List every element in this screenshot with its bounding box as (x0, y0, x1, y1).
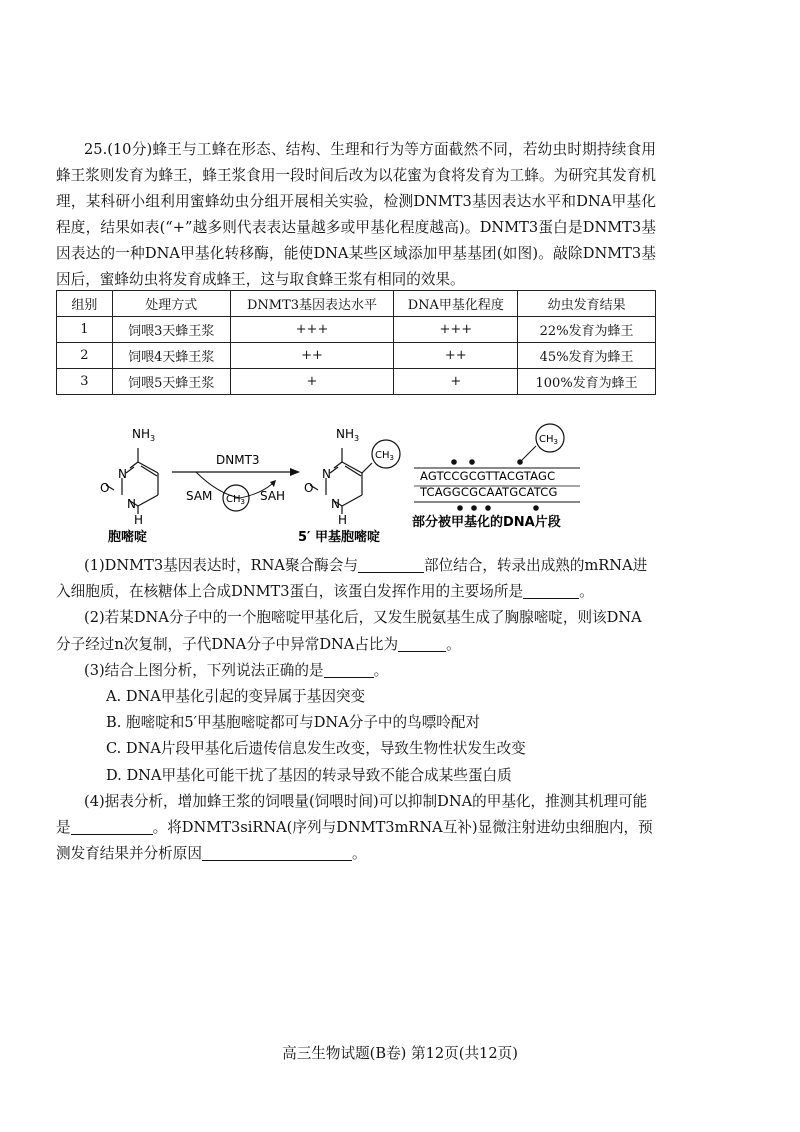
table-cell: + (394, 369, 518, 395)
atom-o-label: O (304, 481, 314, 495)
methylcytosine-caption: 5′ 甲基胞嘧啶 (298, 530, 380, 543)
table-header-cell: 处理方式 (112, 291, 230, 317)
methyl-dot (517, 459, 523, 465)
page-footer: 高三生物试题(B卷) 第12页(共12页) (282, 1045, 518, 1062)
table-row (57, 317, 656, 343)
table-cell: +++ (394, 317, 518, 343)
table-cell: 45%发育为蜂王 (518, 343, 656, 369)
answer-blank[interactable] (523, 582, 579, 599)
q1-text: 部位结合，转录出成熟的mRNA进入细胞质，在核糖体上合成DNMT3蛋白，该蛋白发挥作用的主要场所是 (56, 557, 648, 601)
enzyme-label: DNMT3 (216, 453, 260, 467)
atom-n-label: N (331, 497, 340, 511)
q2-text: (2)若某DNA分子中的一个胞嘧啶甲基化后，又发生脱氨基生成了胸腺嘧啶，则该DNA分子经过n次复制，子代DNA分子中异常DNA占比为 (56, 609, 642, 653)
dna-fragment-caption: 部分被甲基化的DNA片段 (412, 515, 561, 530)
table-cell: 饲喂3天蜂王浆 (112, 317, 230, 343)
methyl-dot (451, 459, 457, 465)
methyl-pointer-line (522, 446, 536, 460)
q3-text: (3)结合上图分析，下列说法正确的是 (84, 661, 324, 679)
question-number: 25.(10分) (84, 141, 153, 158)
methyl-dot (485, 505, 491, 511)
answer-blank[interactable] (202, 844, 352, 861)
table-cell: 2 (57, 343, 113, 369)
methylation-diagram (100, 418, 620, 543)
ch3-label: $CH_3$ (226, 494, 245, 506)
question-intro (56, 137, 656, 293)
arrow-head-icon (290, 468, 300, 476)
question-2 (56, 605, 656, 657)
table-cell: ++ (230, 343, 394, 369)
methylcytosine-structure (310, 448, 372, 514)
option-d: D. DNA甲基化可能干扰了基因的转录导致不能合成某些蛋白质 (106, 766, 512, 784)
q4-text: 。 (351, 845, 367, 863)
q2-text: 。 (446, 635, 461, 653)
methyl-dot (533, 505, 539, 511)
question-4 (56, 789, 656, 868)
table-header-row (57, 291, 656, 317)
answer-blank[interactable] (358, 556, 424, 573)
sah-label: SAH (260, 489, 286, 503)
nh3-label: $NH_3$ (132, 427, 156, 443)
dna-strand-top: AGTCCGCGTTACGTAGC (420, 469, 556, 483)
table-cell: + (230, 369, 394, 395)
atom-n-label: N (127, 497, 136, 511)
table-row (57, 343, 656, 369)
ch3-label: $CH_3$ (375, 450, 394, 462)
methyl-dot (471, 505, 477, 511)
methyl-dot (469, 459, 475, 465)
sub-questions (56, 553, 656, 867)
table-header-cell: 幼虫发育结果 (518, 291, 656, 317)
q4-text: (4)据表分析，增加蜂王浆的饲喂量(饲喂时间)可以抑制DNA的甲基化，推测其机理可能是 (56, 792, 648, 837)
table-cell: 100%发育为蜂王 (518, 369, 656, 395)
answer-blank[interactable] (71, 818, 153, 835)
table-header-cell: 组别 (57, 291, 113, 317)
nh3-label: $NH_3$ (336, 427, 360, 443)
table-cell: 3 (57, 369, 113, 395)
atom-h-label: H (338, 513, 348, 527)
cytosine-caption: 胞嘧啶 (108, 530, 148, 543)
option-b: B. 胞嘧啶和5′甲基胞嘧啶都可与DNA分子中的鸟嘌呤配对 (106, 714, 481, 732)
q1-text: (1)DNMT3基因表达时，RNA聚合酶会与 (84, 557, 358, 574)
methyl-dot (457, 505, 463, 511)
atom-o-label: O (100, 481, 110, 495)
table-cell: 1 (57, 317, 113, 343)
ch3-label: $CH_3$ (539, 434, 558, 446)
answer-blank[interactable] (324, 661, 374, 678)
atom-h-label: H (134, 513, 144, 527)
table-row (57, 369, 656, 395)
q4-text: 。将DNMT3siRNA(序列与DNMT3mRNA互补)显微注射进幼虫细胞内，预测发育结果并分析原因 (56, 819, 653, 863)
table-cell: 饲喂4天蜂王浆 (112, 343, 230, 369)
intro-text: 蜂王与工蜂在形态、结构、生理和行为等方面截然不同，若幼虫时期持续食用蜂王浆则发育为蜂王，蜂王浆食用一段时间后改为以花蜜为食将发育为工蜂。为研究其发育机理，某科研小组利用蜜蜂幼虫分组开展相关实验，检测DNMT3基因表达水平和DNA甲基化程度，结果如表(“+”越多则代表表达量越多或甲基化程度越高)。DNMT3蛋白是DNMT3基因表达的一种DNA甲基化转移酶，能使DNA某些区域添加甲基基团(如图)。敲除DNMT3基因后，蜜蜂幼虫将发育成蜂王，这与取食蜂王浆有相同的效果。 (56, 141, 656, 288)
dna-strand-bottom: TCAGGCGCAATGCATCG (420, 485, 558, 499)
arrow-head-icon (270, 480, 276, 487)
methylation-figure (100, 418, 620, 543)
table-cell: 22%发育为蜂王 (518, 317, 656, 343)
atom-n-label: N (118, 467, 127, 481)
table-header-cell: DNA甲基化程度 (394, 291, 518, 317)
option-a: A. DNA甲基化引起的变异属于基因突变 (106, 688, 366, 706)
answer-blank[interactable] (398, 635, 446, 652)
table-cell: ++ (394, 343, 518, 369)
q3-text: 。 (373, 661, 389, 679)
q1-text: 。 (579, 583, 594, 601)
results-table (56, 290, 656, 395)
option-c: C. DNA片段甲基化后遗传信息发生改变，导致生物性状发生改变 (106, 740, 526, 758)
table-cell: +++ (230, 317, 394, 343)
table-header-cell: DNMT3基因表达水平 (230, 291, 394, 317)
table-cell: 饲喂5天蜂王浆 (112, 369, 230, 395)
question-1 (56, 553, 656, 605)
atom-n-label: N (322, 467, 331, 481)
sam-label: SAM (186, 489, 213, 503)
question-3 (56, 658, 656, 684)
